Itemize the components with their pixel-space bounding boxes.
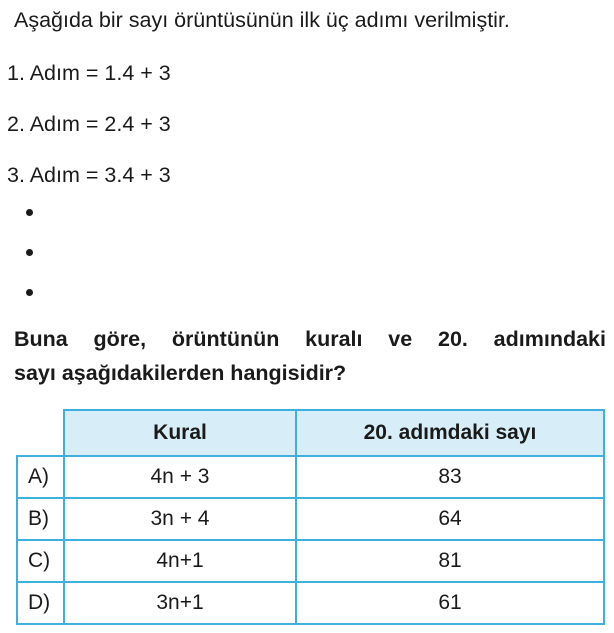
step-expression: = 1.4 + 3 bbox=[85, 61, 171, 85]
option-label[interactable]: B) bbox=[17, 498, 64, 540]
intro-text: Aşağıda bir sayı örüntüsünün ilk üç adımı verilmiştir. bbox=[14, 8, 510, 32]
option-label[interactable]: D) bbox=[17, 582, 64, 624]
value-cell: 83 bbox=[296, 456, 604, 498]
step-expression: = 3.4 + 3 bbox=[85, 163, 171, 187]
rule-cell: 3n + 4 bbox=[64, 498, 296, 540]
ellipsis-dot bbox=[26, 209, 33, 216]
question-text bbox=[14, 322, 606, 390]
step-label: 3. Adım bbox=[7, 163, 80, 187]
rule-cell: 4n+1 bbox=[64, 540, 296, 582]
rule-cell: 4n + 3 bbox=[64, 456, 296, 498]
header-rule: Kural bbox=[64, 410, 296, 456]
pattern-step-2 bbox=[7, 112, 171, 137]
ellipsis-dot bbox=[26, 289, 33, 296]
header-blank-cell bbox=[17, 410, 64, 456]
answer-table bbox=[16, 409, 605, 625]
value-cell: 81 bbox=[296, 540, 604, 582]
table-row-d[interactable] bbox=[17, 582, 604, 624]
step-label: 1. Adım bbox=[7, 61, 80, 85]
value-cell: 61 bbox=[296, 582, 604, 624]
rule-cell: 3n+1 bbox=[64, 582, 296, 624]
header-value: 20. adımdaki sayı bbox=[296, 410, 604, 456]
pattern-step-3 bbox=[7, 163, 171, 188]
table-row-b[interactable] bbox=[17, 498, 604, 540]
ellipsis-dot bbox=[26, 249, 33, 256]
pattern-step-1 bbox=[7, 61, 171, 86]
table-row-c[interactable] bbox=[17, 540, 604, 582]
option-label[interactable]: A) bbox=[17, 456, 64, 498]
option-label[interactable]: C) bbox=[17, 540, 64, 582]
question-line-1: Buna göre, örüntünün kuralı ve 20. adımındaki bbox=[14, 327, 606, 351]
question-line-2: sayı aşağıdakilerden hangisidir? bbox=[14, 361, 347, 385]
step-label: 2. Adım bbox=[7, 112, 80, 136]
table-header-row bbox=[17, 410, 604, 456]
value-cell: 64 bbox=[296, 498, 604, 540]
step-expression: = 2.4 + 3 bbox=[85, 112, 171, 136]
table-row-a[interactable] bbox=[17, 456, 604, 498]
